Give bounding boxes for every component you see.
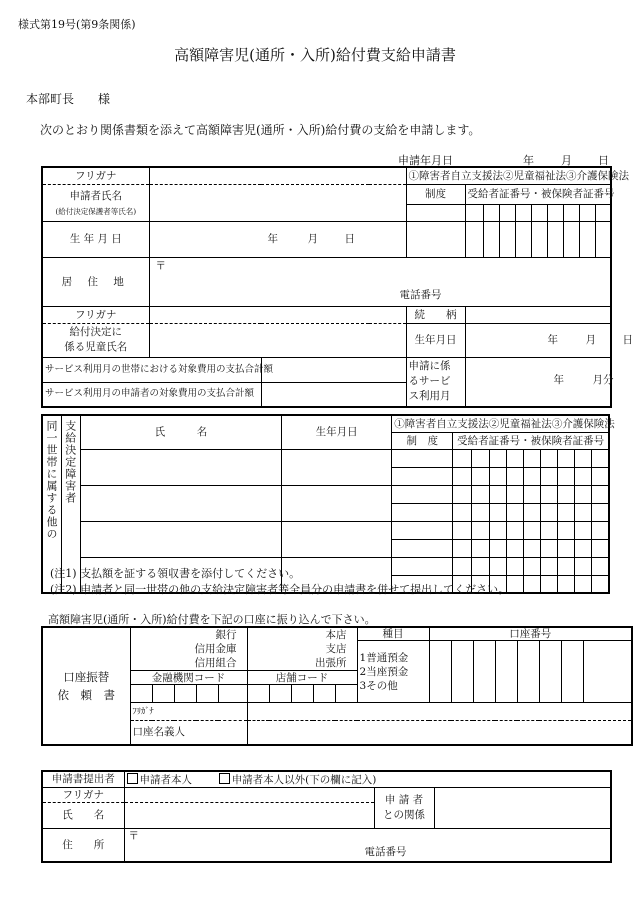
account-holder-label: 口座名義人 bbox=[130, 721, 247, 745]
others-birth-header: 生年月日 bbox=[282, 415, 392, 449]
others-name-3[interactable] bbox=[81, 521, 282, 557]
applicant-system-label: 制度 bbox=[406, 184, 465, 204]
account-digit-5[interactable] bbox=[517, 641, 539, 703]
others-side-label-right: 支給決定障害者 bbox=[61, 415, 80, 593]
child-name-field[interactable] bbox=[149, 323, 406, 357]
checkbox-self[interactable] bbox=[127, 773, 138, 784]
submitter-furigana-field[interactable] bbox=[124, 787, 374, 802]
applicant-birth-month: 月 bbox=[307, 232, 318, 245]
child-birth-label: 生年月日 bbox=[406, 323, 465, 357]
submitter-phone-label: 電話番号 bbox=[364, 845, 407, 858]
others-name-2[interactable] bbox=[81, 485, 282, 521]
applicant-law-header: ①障害者自立支援法②児童福祉法③介護保険法 bbox=[406, 167, 611, 184]
submitter-postal-mark: 〒 bbox=[128, 829, 139, 842]
bank-code-digit-2[interactable] bbox=[152, 685, 174, 703]
branch-code-label: 店舗コード bbox=[247, 671, 357, 685]
applicant-postal-mark: 〒 bbox=[155, 259, 166, 272]
account-digit-3[interactable] bbox=[473, 641, 495, 703]
addressee: 本部町長 様 bbox=[26, 92, 111, 106]
service-month-year: 年 bbox=[553, 373, 565, 386]
applicant-phone-label: 電話番号 bbox=[399, 288, 442, 301]
applicant-system-cell-2[interactable] bbox=[406, 221, 465, 257]
account-kind-options[interactable]: 1普通預金 2当座預金 3その他 bbox=[357, 641, 429, 703]
apply-month: 月 bbox=[561, 154, 572, 167]
submitter-other-option[interactable]: 申請者本人以外(下の欄に記入) bbox=[219, 774, 377, 786]
submitter-relation-field[interactable] bbox=[434, 787, 611, 828]
applicant-table bbox=[41, 166, 633, 408]
intro-text: 次のとおり関係書類を添えて高額障害児(通所・入所)給付費の支給を申請します。 bbox=[40, 123, 481, 137]
branch-code-digit-2[interactable] bbox=[269, 685, 291, 703]
applicant-furigana-label: フリガナ bbox=[42, 167, 149, 184]
applicant-birth-day: 日 bbox=[344, 232, 355, 245]
account-holder-kana-field[interactable] bbox=[247, 703, 632, 721]
applicant-birth-year: 年 bbox=[267, 232, 278, 245]
service-month-field[interactable] bbox=[465, 357, 614, 407]
submitter-self-option[interactable]: 申請者本人 bbox=[127, 774, 193, 786]
branch-type-options: 本店 支店 出張所 bbox=[247, 627, 357, 671]
child-relation-label: 続 柄 bbox=[406, 306, 465, 323]
account-holder-kana-label: ﾌﾘｶﾞﾅ bbox=[130, 703, 247, 721]
child-furigana-label: フリガナ bbox=[42, 306, 149, 323]
account-number-label: 口座番号 bbox=[429, 627, 632, 641]
account-digit-8[interactable] bbox=[583, 641, 632, 703]
applicant-system-cell[interactable] bbox=[406, 204, 465, 221]
checkbox-other[interactable] bbox=[219, 773, 230, 784]
applicant-cost-field[interactable] bbox=[261, 382, 406, 407]
apply-date-label: 申請年月日 bbox=[398, 154, 453, 167]
submitter-address-label: 住 所 bbox=[42, 828, 124, 862]
account-holder-field[interactable] bbox=[247, 721, 632, 745]
apply-year: 年 bbox=[523, 154, 534, 167]
others-name-1[interactable] bbox=[81, 449, 282, 485]
branch-code-digit-1[interactable] bbox=[247, 685, 269, 703]
bank-code-digit-3[interactable] bbox=[174, 685, 196, 703]
bank-code-digit-5[interactable] bbox=[218, 685, 247, 703]
others-cert-header: 受給者証番号・被保険者証番号 bbox=[453, 432, 609, 449]
service-month-label: 申請に係 るサービ ス利用月 bbox=[406, 357, 465, 407]
child-birth-year: 年 bbox=[547, 333, 559, 346]
account-digit-7[interactable] bbox=[561, 641, 583, 703]
applicant-address-label: 居 住 地 bbox=[42, 257, 149, 306]
others-name-header: 氏 名 bbox=[81, 415, 282, 449]
note-2: (注2) 申請者と同一世帯の他の支給決定障害者等全員分の申請書を併せて提出してください。 bbox=[50, 583, 510, 596]
others-birth-1[interactable] bbox=[282, 449, 392, 485]
others-side-label-left: 同一世帯に属する他の bbox=[42, 415, 61, 593]
others-system-header: 制 度 bbox=[392, 432, 453, 449]
others-law-header: ①障害者自立支援法②児童福祉法③介護保険法 bbox=[392, 415, 609, 432]
bank-transfer-label: 口座振替 依 頼 書 bbox=[42, 627, 130, 745]
others-birth-3[interactable] bbox=[282, 521, 392, 557]
bank-table bbox=[41, 626, 633, 746]
account-kind-label: 種目 bbox=[357, 627, 429, 641]
note-1: (注1) 支払額を証する領収書を添付してください。 bbox=[50, 567, 301, 580]
bank-type-options: 銀行 信用金庫 信用組合 bbox=[130, 627, 247, 671]
household-cost-field[interactable] bbox=[261, 357, 406, 382]
account-digit-4[interactable] bbox=[495, 641, 517, 703]
submitter-name-field[interactable] bbox=[124, 802, 374, 828]
bank-code-digit-4[interactable] bbox=[196, 685, 218, 703]
applicant-cost-label: サービス利用月の申請者の対象費用の支払合計額 bbox=[42, 382, 261, 407]
applicant-birth-label: 生 年 月 日 bbox=[42, 221, 149, 257]
child-name-label: 給付決定に 係る児童氏名 bbox=[42, 323, 149, 357]
household-cost-label: サービス利用月の世帯における対象費用の支払合計額 bbox=[42, 357, 261, 382]
applicant-name-field[interactable] bbox=[149, 184, 406, 221]
submitter-label: 申請書提出者 bbox=[42, 771, 124, 787]
applicant-birth-field[interactable] bbox=[149, 221, 406, 257]
form-number: 様式第19号(第9条関係) bbox=[18, 18, 136, 31]
bank-code-label: 金融機関コード bbox=[130, 671, 247, 685]
account-digit-1[interactable] bbox=[429, 641, 451, 703]
bank-intro: 高額障害児(通所・入所)給付費を下記の口座に振り込んで下さい。 bbox=[48, 613, 376, 626]
applicant-name-label: 申請者氏名 bbox=[42, 184, 149, 204]
branch-code-digit-3[interactable] bbox=[291, 685, 313, 703]
branch-code-digit-4[interactable] bbox=[313, 685, 335, 703]
applicant-furigana-field[interactable] bbox=[149, 167, 406, 184]
child-relation-field[interactable] bbox=[465, 306, 611, 323]
others-birth-2[interactable] bbox=[282, 485, 392, 521]
branch-code-digit-5[interactable] bbox=[335, 685, 357, 703]
apply-day: 日 bbox=[598, 154, 609, 167]
account-digit-2[interactable] bbox=[451, 641, 473, 703]
account-digit-6[interactable] bbox=[539, 641, 561, 703]
child-birth-field[interactable] bbox=[465, 323, 633, 357]
page-title: 高額障害児(通所・入所)給付費支給申請書 bbox=[174, 46, 456, 64]
submitter-table bbox=[41, 770, 612, 863]
applicant-cert-label: 受給者証番号・被保険者証番号 bbox=[465, 184, 611, 204]
bank-code-digit-1[interactable] bbox=[130, 685, 152, 703]
submitter-address-field[interactable] bbox=[124, 828, 611, 862]
submitter-furigana-label: フリガナ bbox=[42, 787, 124, 802]
child-birth-day: 日 bbox=[622, 333, 633, 346]
submitter-options bbox=[124, 771, 611, 787]
submitter-relation-label: 申 請 者 との関係 bbox=[374, 787, 434, 828]
applicant-name-note: (給付決定保護者等氏名) bbox=[42, 204, 149, 221]
service-month-unit: 月分 bbox=[592, 373, 614, 386]
child-furigana-field[interactable] bbox=[149, 306, 406, 323]
applicant-address-field[interactable] bbox=[149, 257, 611, 306]
submitter-name-label: 氏 名 bbox=[42, 802, 124, 828]
child-birth-month: 月 bbox=[585, 333, 597, 346]
